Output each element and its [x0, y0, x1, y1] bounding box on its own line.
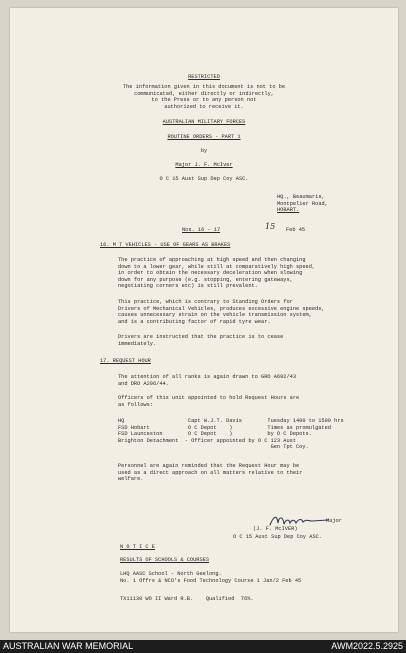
s17-p1-line-2: and DRO A296/44.: [118, 380, 169, 387]
results-line-4: TX11130 WO II Ward R.B. Qualified 76%.: [120, 596, 254, 602]
s17-p2-line-2: as follows:: [118, 401, 153, 408]
s16-p1-line-4: down for any purpose (e.g. stopping, entering gateways,: [118, 276, 293, 283]
address-line-3: HOBART.: [277, 207, 300, 214]
s17-p3-line-1: Personnel are again reminded that the Request Hour may be: [118, 463, 300, 469]
s17-p2-line-1: Officers of this unit appointed to hold Request Hours are: [118, 395, 300, 401]
address-line-2: Montpelier Road,: [277, 200, 328, 207]
s16-p3-line-1: Drivers are instructed that the practice is to cease: [118, 334, 284, 340]
signature-name: (J. F. McIVER): [253, 526, 298, 532]
results-line-1: LHQ AASC School - North Geelong.: [120, 571, 222, 577]
address-line-1: HQ., Beaumaris,: [277, 194, 325, 200]
officer-name: Major J. F. McIver: [175, 162, 233, 168]
s16-p2-line-1: This practice, which is contrary to Standing Orders for: [118, 299, 293, 305]
notice-line-2: communicated, either directly or indirectly,: [134, 90, 274, 97]
request-row-hq: HQ Capt W.J.T. Davis Tuesday 1400 to 1500 hrs: [118, 418, 344, 424]
officer-role: O C 15 Aust Sup Dep Coy ASC.: [159, 176, 249, 182]
signature-rank: Major: [326, 518, 342, 524]
s16-p1-line-2: down to a lower gear, while still at comparatively high speed,: [118, 263, 316, 270]
request-row-brighton: Brighton Detachment - Officer appointed by O C 123 Aust: [118, 437, 297, 444]
results-heading: RESULTS OF SCHOOLS & COURSES: [120, 557, 210, 563]
s16-p1-line-3: in order to obtain the necessary deceleration when slowing: [118, 270, 303, 277]
s16-p1-line-1: The practice of approaching at high speed and then changing: [118, 257, 306, 263]
request-row-brighton-cont: Gen Tpt Coy.: [118, 444, 309, 451]
s16-p1-line-5: negotiating corners etc) is still prevalent.: [118, 283, 258, 290]
by-line: by: [200, 148, 208, 154]
order-numbers: Nos. 16 - 17: [182, 227, 221, 233]
s16-p2-line-3: causes unnecessary strain on the vehicle transmission system,: [118, 312, 312, 319]
notice-line-1: The information given in this document is not to be: [122, 84, 286, 90]
date-day-handwritten: 15: [265, 222, 276, 231]
notice-heading: N O T I C E: [120, 544, 155, 550]
s17-p3-line-3: welfare.: [118, 476, 144, 483]
s16-p2-line-2: Drivers of Mechanical Vehicles, produces excessive engine speeds,: [118, 305, 325, 312]
results-line-2: No. 1 Offrs & NCO's Food Technology Course 1 Jan/2 Feb 45: [120, 578, 302, 584]
signature-role: O C 15 Aust Sup Dep Coy ASC.: [233, 534, 323, 540]
s16-p3-line-2: immediately.: [118, 340, 157, 347]
notice-line-3: to the Press or to any person not: [151, 97, 257, 104]
request-row-fsd-launceston: FSD Launceston O C Depot ) by O C Depots.: [118, 431, 312, 438]
notice-line-4: authorized to receive it.: [164, 103, 244, 110]
date-month-year: Feb 45: [286, 227, 306, 233]
footer-bar: [0, 640, 406, 653]
s16-p2-line-4: and is a contributing factor of rapid tyre wear.: [118, 318, 271, 325]
footer-catalogue-id: AWM2022.5.2925: [331, 641, 403, 651]
request-row-fsd-hobart: FSD Hobart O C Depot ) Times as promulgated: [118, 424, 331, 431]
footer-institution: AUSTRALIAN WAR MEMORIAL: [3, 641, 134, 651]
s17-p1-line-1: The attention of all ranks is again drawn to GRO A692/43: [118, 374, 297, 380]
section-17-title: 17. REQUEST HOUR: [100, 358, 151, 364]
document-page: [10, 8, 398, 632]
section-16-title: 16. M T VEHICLES - USE OF GEARS AS BRAKES: [100, 242, 231, 248]
forces-heading: AUSTRALIAN MILITARY FORCES: [162, 119, 246, 125]
orders-title: ROUTINE ORDERS - PART 1: [167, 134, 241, 140]
s17-p3-line-2: used as a direct approach on all matters relative to their: [118, 469, 303, 476]
restricted-header: RESTRICTED: [188, 74, 220, 80]
